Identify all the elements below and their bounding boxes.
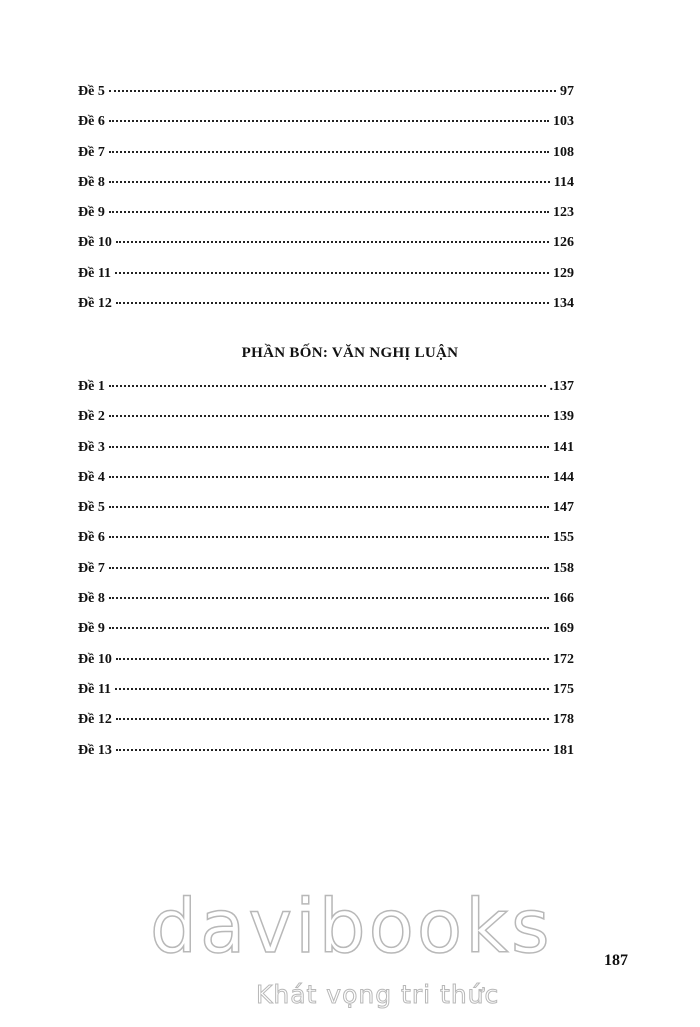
toc-entry-page: 123 [553,205,574,221]
toc-entry[interactable] [78,463,574,493]
toc-entry[interactable] [78,645,574,675]
toc-entry-label: Đề 4 [78,469,105,485]
dot-leader [109,211,549,213]
toc-entry[interactable] [78,138,574,168]
dot-leader [109,151,549,153]
toc-entry-label: Đề 5 [78,84,105,99]
toc-entry-label: Đề 7 [78,144,105,160]
toc-list-part-four [78,372,574,766]
watermark-brand: davibooks [150,884,553,970]
toc-entry[interactable] [78,493,574,523]
page-number: 187 [604,952,628,969]
toc-entry-page: 141 [553,439,574,455]
toc-entry-page: 155 [553,530,574,546]
dot-leader [109,446,549,448]
toc-entry-label: Đề 5 [78,500,105,516]
toc-entry-page: 129 [553,265,574,281]
toc-entry-label: Đề 13 [78,742,112,758]
dot-leader [109,120,549,122]
toc-entry-page: 134 [553,296,574,312]
toc-entry-page: 172 [553,651,574,667]
toc-entry[interactable] [78,705,574,735]
toc-entry-label: Đề 2 [78,409,105,425]
toc-list-part-three [78,77,574,319]
dot-leader [109,90,556,92]
toc-entry-page: 126 [553,235,574,251]
dot-leader [116,241,549,243]
toc-entry[interactable] [78,614,574,644]
toc-entry[interactable] [78,77,574,107]
toc-entry-label: Đề 12 [78,712,112,728]
toc-entry[interactable] [78,675,574,705]
toc-entry-label: Đề 6 [78,114,105,130]
dot-leader [109,181,550,183]
toc-entry-page: 147 [553,500,574,516]
toc-entry-label: Đề 8 [78,174,105,190]
dot-leader [109,385,546,387]
toc-entry-page: 97 [560,84,574,99]
dot-leader [116,718,549,720]
toc-entry-label: Đề 11 [78,265,112,281]
toc-entry-page: 178 [553,712,574,728]
toc-entry-label: Đề 3 [78,439,105,455]
toc-entry-label: Đề 8 [78,591,105,607]
dot-leader [109,597,549,599]
dot-leader [115,688,549,690]
toc-entry[interactable] [78,584,574,614]
toc-entry[interactable] [78,228,574,258]
dot-leader [109,476,549,478]
toc-entry-page: 175 [553,681,574,697]
toc-entry-page: 114 [553,174,574,190]
dot-leader [109,536,549,538]
dot-leader [109,415,549,417]
dot-leader [109,627,549,629]
dot-leader [116,302,549,304]
dot-leader [109,567,549,569]
dot-leader [116,658,549,660]
toc-entry[interactable] [78,107,574,137]
toc-entry-page: .137 [549,379,574,394]
section-heading: PHẦN BỐN: VĂN NGHỊ LUẬN [241,345,459,361]
watermark [150,884,553,1020]
toc-entry[interactable] [78,433,574,463]
toc-entry-page: 158 [553,560,574,576]
toc-entry[interactable] [78,289,574,319]
toc-entry-page: 103 [553,114,574,130]
toc-entry-page: 169 [553,621,574,637]
toc-entry-page: 108 [553,144,574,160]
toc-entry-label: Đề 6 [78,530,105,546]
toc-entry[interactable] [78,198,574,228]
dot-leader [116,749,549,751]
toc-entry[interactable] [78,168,574,198]
toc-entry[interactable] [78,736,574,766]
toc-entry-page: 144 [553,469,574,485]
dot-leader [115,272,549,274]
toc-entry-label: Đề 7 [78,560,105,576]
toc-entry[interactable] [78,259,574,289]
toc-entry-label: Đề 1 [78,379,105,394]
toc-entry[interactable] [78,372,574,402]
toc-entry[interactable] [78,554,574,584]
toc-entry-label: Đề 12 [78,296,112,312]
toc-entry-label: Đề 10 [78,235,112,251]
toc-entry-page: 139 [553,409,574,425]
toc-entry[interactable] [78,523,574,553]
toc-entry-page: 166 [553,591,574,607]
toc-entry-page: 181 [553,742,574,758]
toc-entry-label: Đề 9 [78,621,105,637]
toc-entry-label: Đề 10 [78,651,112,667]
toc-entry[interactable] [78,402,574,432]
dot-leader [109,506,549,508]
toc-entry-label: Đề 9 [78,205,105,221]
watermark-tagline: Khát vọng tri thức [256,980,500,1009]
toc-entry-label: Đề 11 [78,681,112,697]
